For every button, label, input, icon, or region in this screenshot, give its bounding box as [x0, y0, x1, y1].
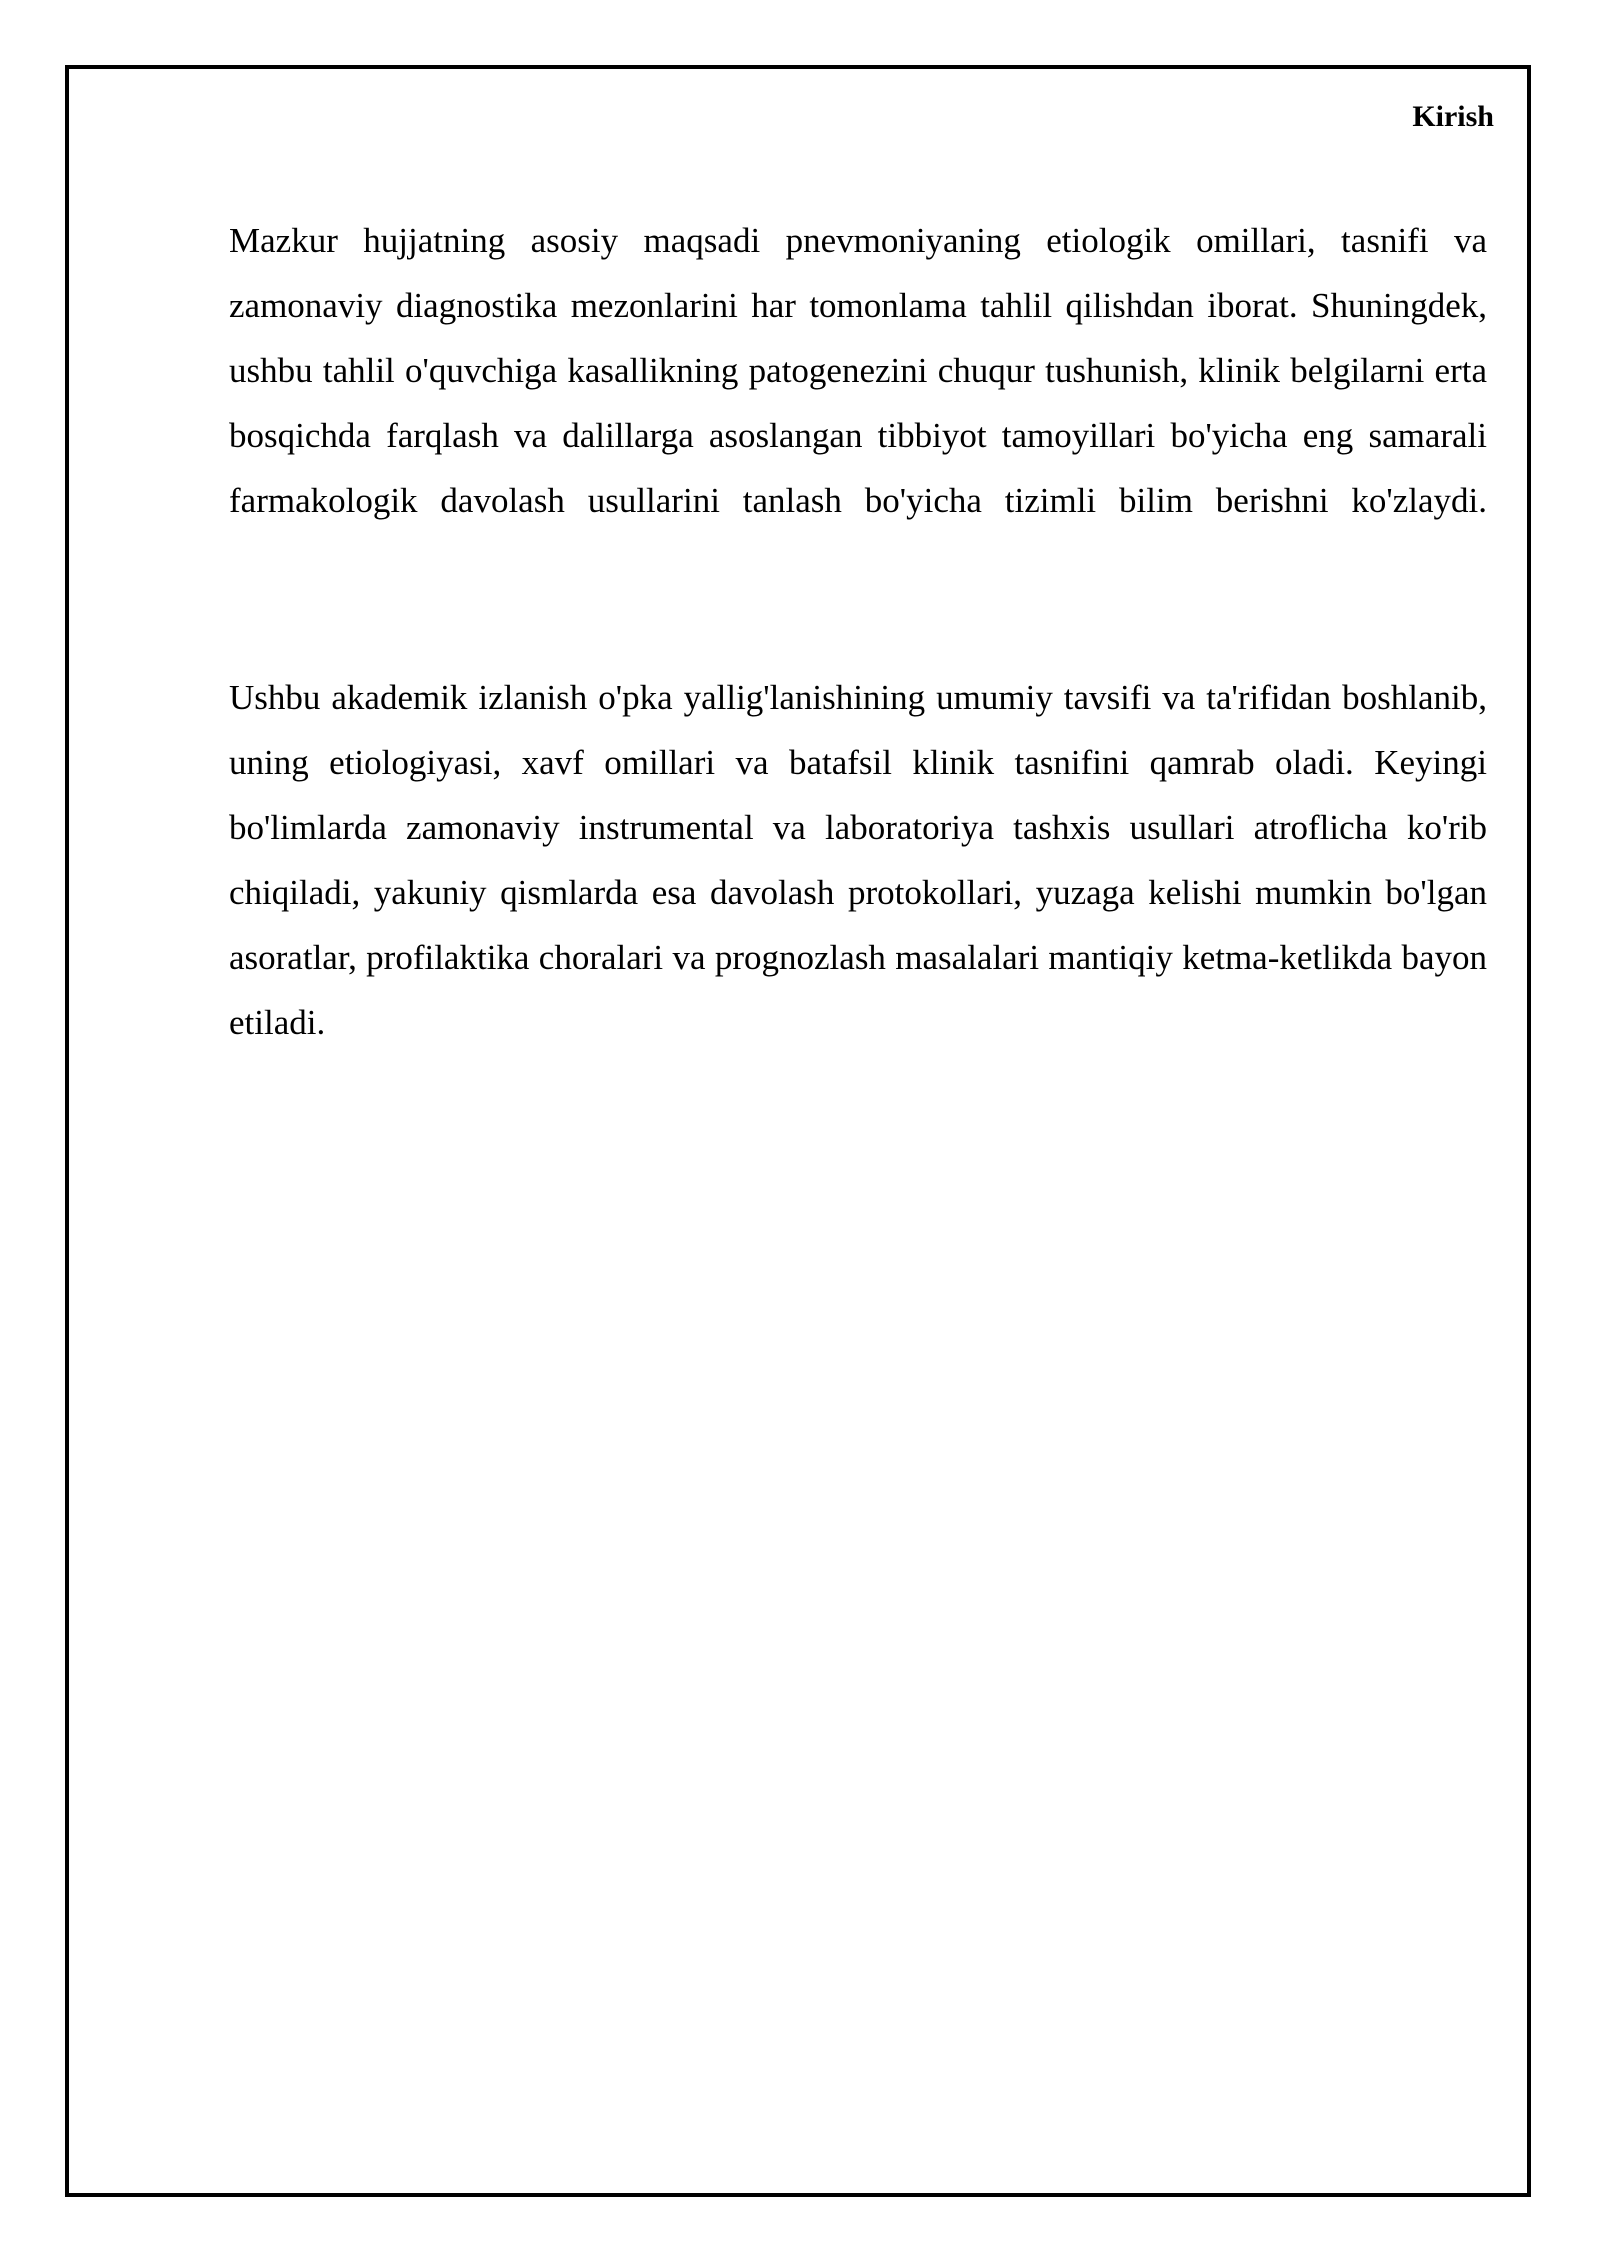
section-heading: Kirish	[1412, 100, 1494, 133]
paragraph-structure: Ushbu akademik izlanish o'pka yallig'lanishining umumiy tavsifi va ta'rifidan boshlanib, uning etiologiyasi, xavf omillari va batafsil klinik tasnifini qamrab oladi. Keyingi bo'limlarda zamonaviy instrumental va laboratoriya tashxis usullari atroflicha ko'rib chiqiladi, yakuniy qismlarda esa davolash protokollari, yuzaga kelishi mumkin bo'lgan asoratlar, profilaktika choralari va prognozlash masalalari mantiqiy ketma-ketlikda bayon etiladi.	[229, 678, 1487, 1042]
paragraph-purpose: Mazkur hujjatning asosiy maqsadi pnevmoniyaning etiologik omillari, tasnifi va zamonaviy diagnostika mezonlarini har tomonlama tahlil qilishdan iborat. Shuningdek, ushbu tahlil o'quvchiga kasallikning patogenezini chuqur tushunish, klinik belgilarni erta bosqichda farqlash va dalillarga asoslangan tibbiyot tamoyillari bo'yicha eng samarali farmakologik davolash usullarini tanlash bo'yicha tizimli bilim berishni ko'zlaydi.	[229, 221, 1487, 520]
